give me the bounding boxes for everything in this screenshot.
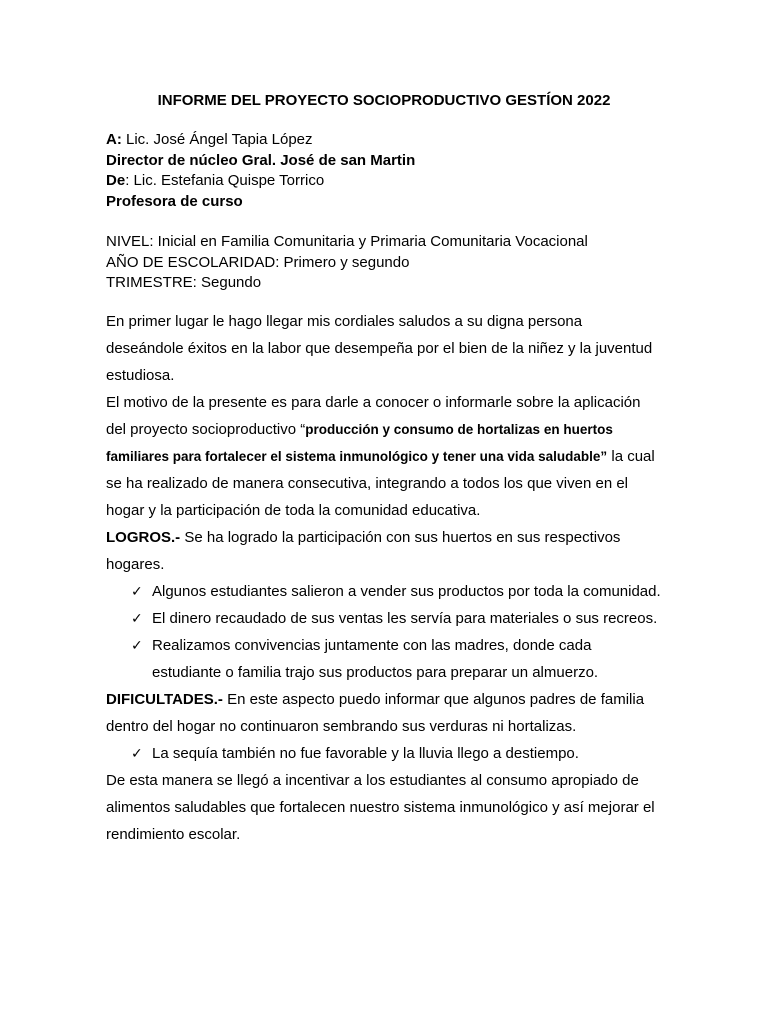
from-label: De [106, 172, 126, 189]
list-item [131, 632, 662, 686]
document-page [106, 90, 662, 848]
list-item-text: El dinero recaudado de sus ventas les servía para materiales o sus recreos. [152, 609, 658, 627]
purpose-paragraph [106, 389, 662, 524]
from-name: : Lic. Estefania Quispe Torrico [125, 172, 325, 189]
list-item [131, 605, 662, 632]
sender-line [106, 171, 662, 192]
purpose-end: la cual se ha realizado de manera consecutiva, integrando a todos los que viven en el hogar y la participación de toda la comunidad educativa. [106, 447, 655, 519]
list-item-text: Realizamos convivencias juntamente con las madres, donde cada estudiante o familia trajo sus productos para preparar un almuerzo. [152, 636, 599, 681]
check-icon: ✓ [131, 636, 143, 653]
purpose-start: El motivo de la presente es para darle a conocer o informarle sobre la aplicación del proyecto socioproductivo “ [106, 393, 641, 438]
logros-label: LOGROS.- [106, 528, 181, 546]
list-item-text: La sequía también no fue favorable y la lluvia llego a destiempo. [152, 744, 579, 762]
dificultades-paragraph [106, 686, 662, 740]
trimestre-line: TRIMESTRE: Segundo [106, 274, 262, 291]
intro-paragraph: En primer lugar le hago llegar mis cordiales saludos a su digna persona deseándole éxitos en la labor que desempeña por el bien de la niñez y la juventud estudiosa. [106, 312, 653, 384]
anio-line: AÑO DE ESCOLARIDAD: Primero y segundo [106, 253, 410, 271]
document-title: INFORME DEL PROYECTO SOCIOPRODUCTIVO GESTÍON 2022 [157, 92, 611, 109]
conclusion-paragraph: De esta manera se llegó a incentivar a los estudiantes al consumo apropiado de alimentos saludables que fortalecen nuestro sistema inmunológico y así mejorar el rendimiento escolar. [106, 771, 655, 843]
check-icon: ✓ [131, 609, 143, 626]
list-item [131, 578, 662, 605]
check-icon: ✓ [131, 744, 143, 761]
nivel-line: NIVEL: Inicial en Familia Comunitaria y Primaria Comunitaria Vocacional [106, 233, 588, 250]
project-name: producción y consumo de hortalizas en huertos familiares para fortalecer el sistema inmunológico y tener una vida saludable” [106, 421, 613, 464]
letter-header [106, 130, 662, 212]
recipient-line [106, 130, 662, 151]
dificultades-text: En este aspecto puedo informar que algunos padres de familia dentro del hogar no continuaron sembrando sus verduras ni hortalizas. [106, 690, 645, 735]
dificultades-label: DIFICULTADES.- [106, 690, 223, 708]
dificultades-list [106, 740, 662, 767]
logros-paragraph [106, 524, 662, 578]
list-item [131, 740, 662, 767]
list-item-text: Algunos estudiantes salieron a vender sus productos por toda la comunidad. [152, 582, 661, 600]
to-name: Lic. José Ángel Tapia López [121, 131, 313, 148]
logros-text: Se ha logrado la participación con sus huertos en sus respectivos hogares. [106, 528, 621, 573]
sender-role: Profesora de curso [106, 192, 243, 210]
recipient-role: Director de núcleo Gral. José de san Martin [106, 151, 416, 169]
course-info [106, 232, 662, 294]
check-icon: ✓ [131, 582, 143, 599]
logros-list [106, 578, 662, 686]
to-label: A: [106, 131, 122, 148]
